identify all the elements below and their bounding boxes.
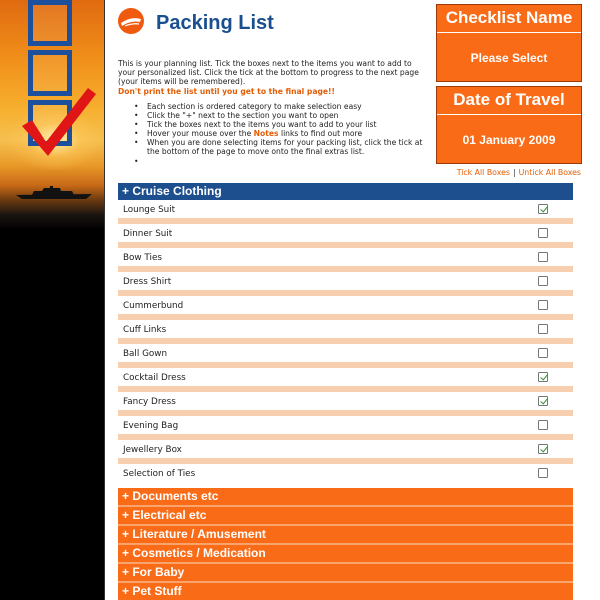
collapsed-sections — [118, 488, 573, 600]
item-label: Jewellery Box — [123, 445, 182, 455]
checklist-name-value[interactable]: Please Select — [470, 51, 548, 65]
item-label: Dinner Suit — [123, 229, 173, 239]
instructions-list — [134, 102, 434, 157]
list-item — [118, 272, 573, 296]
tick-all-link[interactable]: Tick All Boxes — [456, 168, 510, 177]
item-checkbox[interactable] — [538, 252, 548, 262]
intro-paragraph: This is your planning list. Tick the boxes next to the items you want to add to your personalized list. Click the tick at the bottom to progress to the next page (your items will be remembered). — [118, 59, 419, 87]
item-checkbox[interactable] — [538, 228, 548, 238]
item-checkbox[interactable] — [538, 372, 548, 382]
item-checkbox[interactable] — [538, 276, 548, 286]
section-documents[interactable]: + Documents etc — [118, 488, 573, 507]
red-tick-icon — [20, 86, 100, 158]
item-checkbox[interactable] — [538, 396, 548, 406]
list-item — [118, 224, 573, 248]
instruction-item: • Tick the boxes next to the items you want to add to your list — [134, 120, 434, 129]
item-label: Dress Shirt — [123, 277, 172, 287]
section-cruise-clothing[interactable]: + Cruise Clothing — [118, 183, 573, 200]
instruction-text: Hover your mouse over the — [147, 129, 254, 139]
item-checkbox[interactable] — [538, 468, 548, 478]
item-label: Cuff Links — [123, 325, 167, 335]
section-pet-stuff[interactable]: + Pet Stuff — [118, 583, 573, 600]
list-item — [118, 368, 573, 392]
item-label: Fancy Dress — [123, 397, 176, 407]
item-label: Bow Ties — [123, 253, 162, 263]
item-label: Selection of Ties — [123, 469, 196, 479]
list-item — [118, 464, 573, 484]
logo-icon — [116, 6, 146, 36]
sunset-banner — [0, 0, 105, 600]
checklist-name-heading: Checklist Name — [437, 5, 581, 33]
date-of-travel-value[interactable]: 01 January 2009 — [462, 133, 556, 147]
instruction-item — [134, 129, 434, 138]
item-label: Ball Gown — [123, 349, 168, 359]
list-item — [118, 200, 573, 224]
item-checkbox[interactable] — [538, 420, 548, 430]
link-separator: | — [512, 168, 516, 177]
section-literature[interactable]: + Literature / Amusement — [118, 526, 573, 545]
item-label: Lounge Suit — [123, 205, 176, 215]
item-label: Cocktail Dress — [123, 373, 186, 383]
item-label: Cummerbund — [123, 301, 184, 311]
tick-links — [457, 168, 581, 177]
instruction-item: • When you are done selecting items for your packing list, click the tick at the bottom of the page to move onto the final extras list. — [134, 138, 434, 156]
section-for-baby[interactable]: + For Baby — [118, 564, 573, 583]
list-item — [118, 248, 573, 272]
instruction-text: links to find out more — [278, 129, 363, 139]
list-item — [118, 392, 573, 416]
intro-text — [118, 59, 430, 96]
list-item — [118, 416, 573, 440]
instruction-item: • Each section is ordered category to make selection easy — [134, 102, 434, 111]
list-item — [118, 440, 573, 464]
notes-link[interactable]: Notes — [253, 129, 279, 139]
section-electrical[interactable]: + Electrical etc — [118, 507, 573, 526]
cruise-clothing-items — [118, 200, 573, 484]
checklist-name-box[interactable] — [436, 4, 582, 82]
list-item — [118, 296, 573, 320]
item-checkbox[interactable] — [538, 444, 548, 454]
item-checkbox[interactable] — [538, 348, 548, 358]
list-item — [118, 344, 573, 368]
print-warning: Don't print the list until you get to the final page!! — [118, 86, 335, 96]
section-cosmetics[interactable]: + Cosmetics / Medication — [118, 545, 573, 564]
checkbox-graphic-icon — [28, 0, 72, 46]
list-item — [118, 320, 573, 344]
date-of-travel-heading: Date of Travel — [437, 87, 581, 115]
date-of-travel-box[interactable] — [436, 86, 582, 164]
item-checkbox[interactable] — [538, 204, 548, 214]
item-checkbox[interactable] — [538, 300, 548, 310]
cruise-ship-icon — [14, 186, 94, 200]
instruction-item: • Click the "+" next to the section you want to open — [134, 111, 434, 120]
item-label: Evening Bag — [123, 421, 179, 431]
item-checkbox[interactable] — [538, 324, 548, 334]
page-title: Packing List — [156, 12, 274, 34]
untick-all-link[interactable]: Untick All Boxes — [518, 168, 581, 177]
